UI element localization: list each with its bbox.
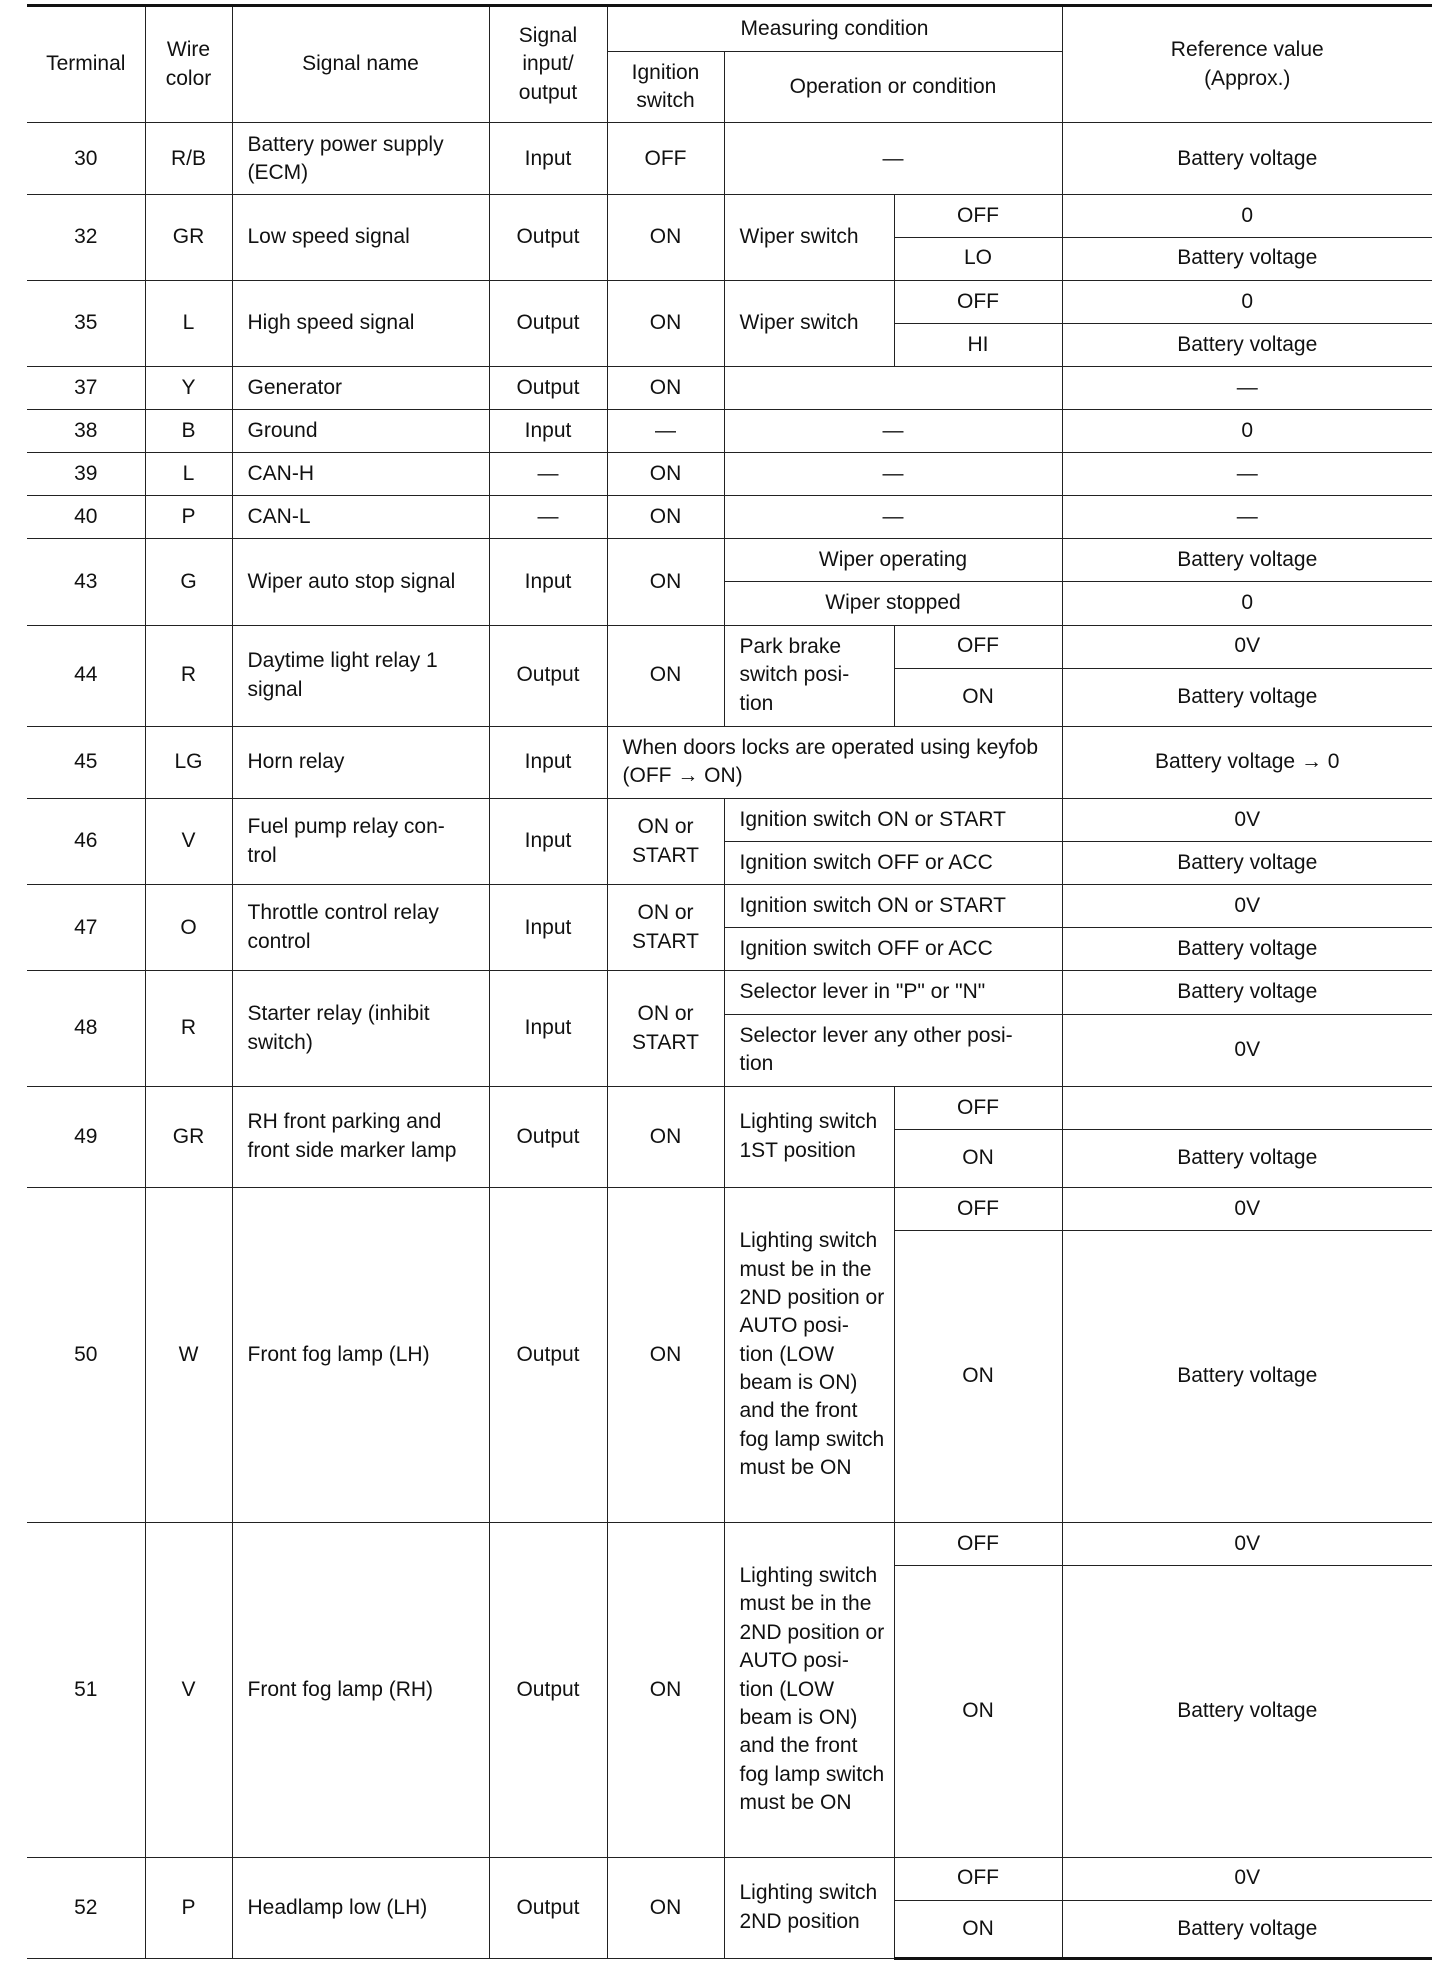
table-row xyxy=(27,123,1432,195)
ignition-cell: ON or START xyxy=(607,798,724,884)
ignition-cell: ON xyxy=(607,539,724,625)
terminal-cell: 40 xyxy=(27,496,145,539)
sub-condition-cell: OFF xyxy=(894,1187,1062,1230)
terminal-cell: 47 xyxy=(27,885,145,971)
reference-cell: 0V xyxy=(1062,625,1432,668)
sub-condition-cell: OFF xyxy=(894,195,1062,237)
reference-cell: 0 xyxy=(1062,409,1432,452)
signal-io-cell: Output xyxy=(489,195,607,280)
reference-cell: Battery voltage xyxy=(1062,123,1432,195)
sub-condition-cell: OFF xyxy=(894,1086,1062,1129)
reference-cell: Battery voltage xyxy=(1062,668,1432,726)
table-row xyxy=(27,1187,1432,1230)
table-row xyxy=(27,1086,1432,1129)
table-row xyxy=(27,496,1432,539)
condition-cell: Selector lever in "P" or "N" xyxy=(724,971,1062,1014)
reference-cell: Battery voltage xyxy=(1062,1231,1432,1523)
reference-cell: Battery voltage xyxy=(1062,1900,1432,1958)
terminal-cell: 30 xyxy=(27,123,145,195)
signal-name-cell: CAN-H xyxy=(232,453,489,496)
ignition-cell: ON xyxy=(607,195,724,280)
signal-io-cell: — xyxy=(489,496,607,539)
signal-io-cell: Input xyxy=(489,123,607,195)
wire-color-cell: P xyxy=(145,496,232,539)
sub-condition-cell: LO xyxy=(894,237,1062,280)
sub-condition-cell: OFF xyxy=(894,1522,1062,1565)
wire-color-cell: R xyxy=(145,625,232,726)
terminal-cell: 51 xyxy=(27,1522,145,1857)
signal-io-cell: Output xyxy=(489,1086,607,1187)
ignition-cell: ON xyxy=(607,1187,724,1522)
sub-condition-cell: ON xyxy=(894,1565,1062,1857)
reference-cell: 0 xyxy=(1062,280,1432,323)
table-row xyxy=(27,280,1432,323)
signal-name-cell: Front fog lamp (LH) xyxy=(232,1187,489,1522)
signal-io-cell: Output xyxy=(489,1522,607,1857)
ignition-cell: ON xyxy=(607,453,724,496)
header-signal-io: Signal input/ output xyxy=(489,6,607,123)
table-row xyxy=(27,971,1432,1014)
condition-cell: Ignition switch ON or START xyxy=(724,798,1062,841)
sub-condition-cell: HI xyxy=(894,323,1062,366)
reference-cell: 0 xyxy=(1062,582,1432,625)
reference-cell: Battery voltage xyxy=(1062,1565,1432,1857)
wire-color-cell: GR xyxy=(145,195,232,280)
table-row xyxy=(27,1857,1432,1900)
header-reference-value: Reference value (Approx.) xyxy=(1062,6,1432,123)
terminal-cell: 45 xyxy=(27,726,145,798)
reference-cell: 0 xyxy=(1062,195,1432,237)
reference-cell: Battery voltage → 0 xyxy=(1062,726,1432,798)
table-row xyxy=(27,798,1432,841)
terminal-cell: 44 xyxy=(27,625,145,726)
wire-color-cell: R/B xyxy=(145,123,232,195)
signal-name-cell: Wiper auto stop signal xyxy=(232,539,489,625)
condition-cell: Ignition switch OFF or ACC xyxy=(724,842,1062,885)
sub-condition-cell: OFF xyxy=(894,1857,1062,1900)
signal-name-cell: Generator xyxy=(232,366,489,409)
signal-io-cell: Output xyxy=(489,625,607,726)
terminal-cell: 37 xyxy=(27,366,145,409)
reference-cell: Battery voltage xyxy=(1062,928,1432,971)
reference-cell: — xyxy=(1062,496,1432,539)
signal-name-cell: Front fog lamp (RH) xyxy=(232,1522,489,1857)
signal-io-cell: Input xyxy=(489,971,607,1086)
signal-io-cell: Output xyxy=(489,1857,607,1958)
table-row xyxy=(27,885,1432,928)
table-row xyxy=(27,1522,1432,1565)
wire-color-cell: GR xyxy=(145,1086,232,1187)
signal-name-cell: Starter relay (inhibit switch) xyxy=(232,971,489,1086)
signal-name-cell: Fuel pump relay con- trol xyxy=(232,798,489,884)
terminal-cell: 38 xyxy=(27,409,145,452)
signal-name-cell: High speed signal xyxy=(232,280,489,366)
table-row xyxy=(27,195,1432,237)
signal-name-cell: Battery power supply (ECM) xyxy=(232,123,489,195)
signal-name-cell: RH front parking and front side marker lamp xyxy=(232,1086,489,1187)
table-row xyxy=(27,539,1432,582)
header-signal-name: Signal name xyxy=(232,6,489,123)
wire-color-cell: W xyxy=(145,1187,232,1522)
table-row xyxy=(27,366,1432,409)
header-ignition-switch: Ignition switch xyxy=(607,52,724,123)
sub-condition-cell: ON xyxy=(894,1900,1062,1958)
condition-cell xyxy=(724,366,1062,409)
signal-name-cell: Daytime light relay 1 signal xyxy=(232,625,489,726)
terminal-cell: 50 xyxy=(27,1187,145,1522)
header-operation: Operation or condition xyxy=(724,52,1062,123)
wire-color-cell: Y xyxy=(145,366,232,409)
terminal-reference-table xyxy=(27,4,1432,1960)
terminal-cell: 48 xyxy=(27,971,145,1086)
reference-cell: 0V xyxy=(1062,1014,1432,1086)
reference-cell: 0V xyxy=(1062,798,1432,841)
signal-name-cell: Throttle control relay control xyxy=(232,885,489,971)
condition-cell: Lighting switch must be in the 2ND position or AUTO posi- tion (LOW beam is ON) and the front fog lamp switch must be ON xyxy=(724,1522,894,1857)
ignition-cell: ON xyxy=(607,496,724,539)
signal-name-cell: Ground xyxy=(232,409,489,452)
signal-name-cell: Horn relay xyxy=(232,726,489,798)
wire-color-cell: P xyxy=(145,1857,232,1958)
wire-color-cell: V xyxy=(145,1522,232,1857)
wire-color-cell: LG xyxy=(145,726,232,798)
terminal-cell: 43 xyxy=(27,539,145,625)
reference-cell: — xyxy=(1062,366,1432,409)
table-row xyxy=(27,625,1432,668)
ignition-cell: ON xyxy=(607,280,724,366)
reference-cell: Battery voltage xyxy=(1062,323,1432,366)
wire-color-cell: G xyxy=(145,539,232,625)
ignition-cell: ON or START xyxy=(607,971,724,1086)
condition-cell: Wiper operating xyxy=(724,539,1062,582)
condition-cell: — xyxy=(724,409,1062,452)
reference-cell: Battery voltage xyxy=(1062,539,1432,582)
table-row xyxy=(27,726,1432,798)
reference-cell xyxy=(1062,1086,1432,1129)
table-row xyxy=(27,453,1432,496)
condition-cell: Wiper stopped xyxy=(724,582,1062,625)
ignition-cell: OFF xyxy=(607,123,724,195)
condition-cell: — xyxy=(724,496,1062,539)
reference-cell: 0V xyxy=(1062,1187,1432,1230)
ignition-cell: ON xyxy=(607,1857,724,1958)
condition-cell: Park brake switch posi- tion xyxy=(724,625,894,726)
ignition-cell: ON xyxy=(607,1522,724,1857)
reference-cell: 0V xyxy=(1062,1857,1432,1900)
ignition-cell: ON xyxy=(607,625,724,726)
terminal-cell: 32 xyxy=(27,195,145,280)
sub-condition-cell: ON xyxy=(894,1129,1062,1187)
signal-io-cell: Input xyxy=(489,885,607,971)
header-wire-color: Wire color xyxy=(145,6,232,123)
reference-cell: — xyxy=(1062,453,1432,496)
terminal-cell: 35 xyxy=(27,280,145,366)
terminal-cell: 52 xyxy=(27,1857,145,1958)
signal-io-cell: Input xyxy=(489,409,607,452)
sub-condition-cell: OFF xyxy=(894,280,1062,323)
ignition-cell: ON xyxy=(607,366,724,409)
wire-color-cell: O xyxy=(145,885,232,971)
terminal-cell: 49 xyxy=(27,1086,145,1187)
terminal-cell: 39 xyxy=(27,453,145,496)
header-row xyxy=(27,6,1432,52)
condition-cell: Wiper switch xyxy=(724,195,894,280)
condition-cell: Ignition switch ON or START xyxy=(724,885,1062,928)
sub-condition-cell: ON xyxy=(894,668,1062,726)
signal-io-cell: Input xyxy=(489,539,607,625)
signal-name-cell: Low speed signal xyxy=(232,195,489,280)
table-row xyxy=(27,409,1432,452)
condition-cell: Lighting switch 1ST position xyxy=(724,1086,894,1187)
reference-cell: 0V xyxy=(1062,885,1432,928)
reference-cell: Battery voltage xyxy=(1062,842,1432,885)
reference-cell: Battery voltage xyxy=(1062,237,1432,280)
terminal-cell: 46 xyxy=(27,798,145,884)
signal-io-cell: Output xyxy=(489,280,607,366)
signal-io-cell: Output xyxy=(489,1187,607,1522)
condition-cell: Selector lever any other posi- tion xyxy=(724,1014,1062,1086)
header-measuring-condition: Measuring condition xyxy=(607,6,1062,52)
header-terminal: Terminal xyxy=(27,6,145,123)
reference-cell: Battery voltage xyxy=(1062,971,1432,1014)
condition-cell: Wiper switch xyxy=(724,280,894,366)
ignition-cell: ON xyxy=(607,1086,724,1187)
reference-cell: Battery voltage xyxy=(1062,1129,1432,1187)
condition-cell: — xyxy=(724,453,1062,496)
condition-cell: Lighting switch 2ND position xyxy=(724,1857,894,1958)
condition-cell: Ignition switch OFF or ACC xyxy=(724,928,1062,971)
ignition-cell: — xyxy=(607,409,724,452)
signal-name-cell: CAN-L xyxy=(232,496,489,539)
signal-name-cell: Headlamp low (LH) xyxy=(232,1857,489,1958)
wire-color-cell: L xyxy=(145,280,232,366)
signal-io-cell: Output xyxy=(489,366,607,409)
condition-cell: — xyxy=(724,123,1062,195)
signal-io-cell: Input xyxy=(489,798,607,884)
signal-io-cell: Input xyxy=(489,726,607,798)
signal-io-cell: — xyxy=(489,453,607,496)
wire-color-cell: V xyxy=(145,798,232,884)
wire-color-cell: B xyxy=(145,409,232,452)
reference-cell: 0V xyxy=(1062,1522,1432,1565)
sub-condition-cell: OFF xyxy=(894,625,1062,668)
wire-color-cell: R xyxy=(145,971,232,1086)
ignition-cell: ON or START xyxy=(607,885,724,971)
wire-color-cell: L xyxy=(145,453,232,496)
condition-cell: Lighting switch must be in the 2ND position or AUTO posi- tion (LOW beam is ON) and the front fog lamp switch must be ON xyxy=(724,1187,894,1522)
sub-condition-cell: ON xyxy=(894,1231,1062,1523)
condition-cell: When doors locks are operated using keyfob (OFF → ON) xyxy=(607,726,1062,798)
